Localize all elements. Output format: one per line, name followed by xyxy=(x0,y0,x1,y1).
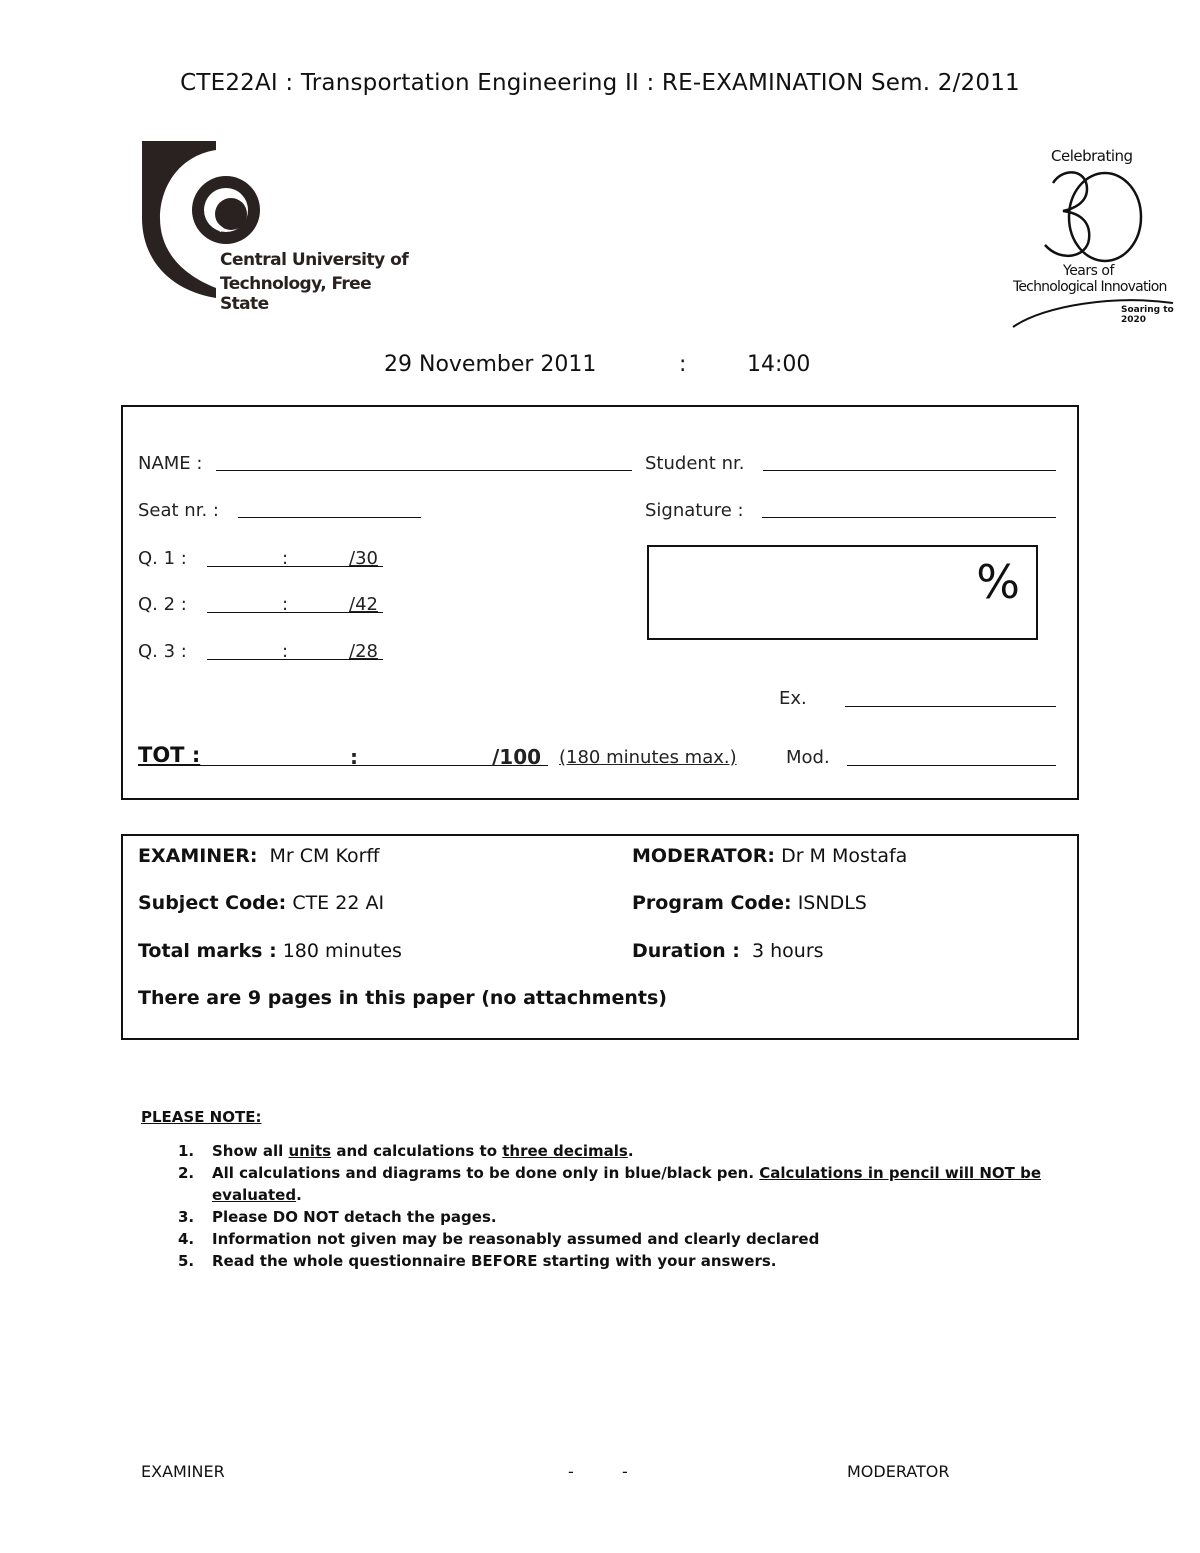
pages-note: There are 9 pages in this paper (no attachments) xyxy=(138,987,667,1009)
anniversary-celebrating: Celebrating xyxy=(1051,147,1133,165)
subject-label: Subject Code: xyxy=(138,892,287,914)
examiner-initial-label: Ex. xyxy=(779,688,807,709)
note-text: . xyxy=(296,1186,302,1204)
footer-moderator: MODERATOR xyxy=(847,1462,950,1481)
signature-label: Signature : xyxy=(645,500,744,521)
q2-label: Q. 2 : xyxy=(138,594,187,615)
q2-colon: : xyxy=(282,594,289,615)
note-text: Please DO NOT detach the pages. xyxy=(212,1208,497,1226)
notes-list xyxy=(178,1140,1078,1272)
notes-heading: PLEASE NOTE: xyxy=(141,1108,262,1126)
examiner-initial-field[interactable] xyxy=(845,706,1056,707)
moderator-row xyxy=(632,845,907,867)
exam-time: 14:00 xyxy=(747,352,811,377)
note-emphasis: Calculations in pencil will NOT be evaluated xyxy=(212,1164,1042,1204)
moderator-initial-field[interactable] xyxy=(847,765,1056,766)
note-item-4 xyxy=(178,1228,1078,1250)
total-marks-row xyxy=(138,940,402,962)
signature-field[interactable] xyxy=(762,517,1056,518)
note-number: 2. xyxy=(178,1164,195,1182)
note-text: . xyxy=(627,1142,634,1160)
total-marks-value: 180 minutes xyxy=(282,940,402,962)
note-text: All calculations and diagrams to be done only in blue/black pen. xyxy=(212,1164,760,1182)
duration-value: 3 hours xyxy=(751,940,824,962)
duration-label: Duration : xyxy=(632,940,740,962)
page-title: CTE22AI : Transportation Engineering II : RE-EXAMINATION Sem. 2/2011 xyxy=(180,70,1020,96)
total-time-note: (180 minutes max.) xyxy=(559,747,737,768)
examiner-row xyxy=(138,845,380,867)
q1-colon: : xyxy=(282,548,289,569)
name-label: NAME : xyxy=(138,453,203,474)
program-label: Program Code: xyxy=(632,892,792,914)
note-emphasis: units xyxy=(288,1142,332,1160)
moderator-value: Dr M Mostafa xyxy=(781,845,908,867)
q1-label: Q. 1 : xyxy=(138,548,187,569)
q3-colon: : xyxy=(282,641,289,662)
note-number: 3. xyxy=(178,1208,195,1226)
total-marks-label: Total marks : xyxy=(138,940,277,962)
note-text: and calculations to xyxy=(331,1142,503,1160)
anniversary-technological: Technological Innovation xyxy=(1013,279,1167,295)
note-text: Read the whole questionnaire BEFORE starting with your answers. xyxy=(212,1252,777,1270)
note-text: Show all xyxy=(212,1142,289,1160)
duration-row xyxy=(632,940,824,962)
name-field[interactable] xyxy=(216,470,632,471)
university-name-line2: Technology, Free State xyxy=(220,274,372,314)
q1-max: /30 xyxy=(349,548,378,569)
footer-examiner: EXAMINER xyxy=(141,1462,225,1481)
q3-max: /28 xyxy=(349,641,378,662)
note-item-3 xyxy=(178,1206,1078,1228)
moderator-initial-label: Mod. xyxy=(786,747,830,768)
percent-sign: % xyxy=(976,555,1020,609)
anniversary-logo xyxy=(1005,145,1180,330)
seat-nr-label: Seat nr. : xyxy=(138,500,219,521)
note-emphasis: three decimals xyxy=(502,1142,628,1160)
student-nr-field[interactable] xyxy=(763,470,1056,471)
note-number: 5. xyxy=(178,1252,195,1270)
total-colon: : xyxy=(350,745,358,769)
note-number: 1. xyxy=(178,1142,195,1160)
q3-label: Q. 3 : xyxy=(138,641,187,662)
total-max: /100 xyxy=(492,745,542,769)
note-item-5 xyxy=(178,1250,1078,1272)
program-value: ISNDLS xyxy=(797,892,867,914)
anniversary-soaring: Soaring to 2020 xyxy=(1121,305,1174,325)
total-label: TOT : xyxy=(138,743,201,767)
subject-value: CTE 22 AI xyxy=(292,892,385,914)
note-number: 4. xyxy=(178,1230,195,1248)
university-name-line1: Central University of xyxy=(220,250,409,270)
note-item-2 xyxy=(178,1162,1062,1206)
thirty-years-icon xyxy=(1005,145,1180,330)
note-item-1 xyxy=(178,1140,1078,1162)
examiner-label: EXAMINER: xyxy=(138,845,258,867)
anniversary-years-of: Years of xyxy=(1063,263,1114,279)
footer-dash-1: - xyxy=(568,1462,574,1481)
percentage-box[interactable] xyxy=(647,545,1038,640)
q2-max: /42 xyxy=(349,594,378,615)
footer-dash-2: - xyxy=(622,1462,628,1481)
examiner-value: Mr CM Korff xyxy=(269,845,380,867)
student-nr-label: Student nr. xyxy=(645,453,745,474)
note-text: Information not given may be reasonably assumed and clearly declared xyxy=(212,1230,820,1248)
seat-nr-field[interactable] xyxy=(238,517,421,518)
exam-date: 29 November 2011 xyxy=(384,352,597,377)
subject-row xyxy=(138,892,384,914)
program-row xyxy=(632,892,867,914)
university-logo xyxy=(138,138,418,314)
exam-date-separator: : xyxy=(679,352,687,377)
moderator-label: MODERATOR: xyxy=(632,845,776,867)
